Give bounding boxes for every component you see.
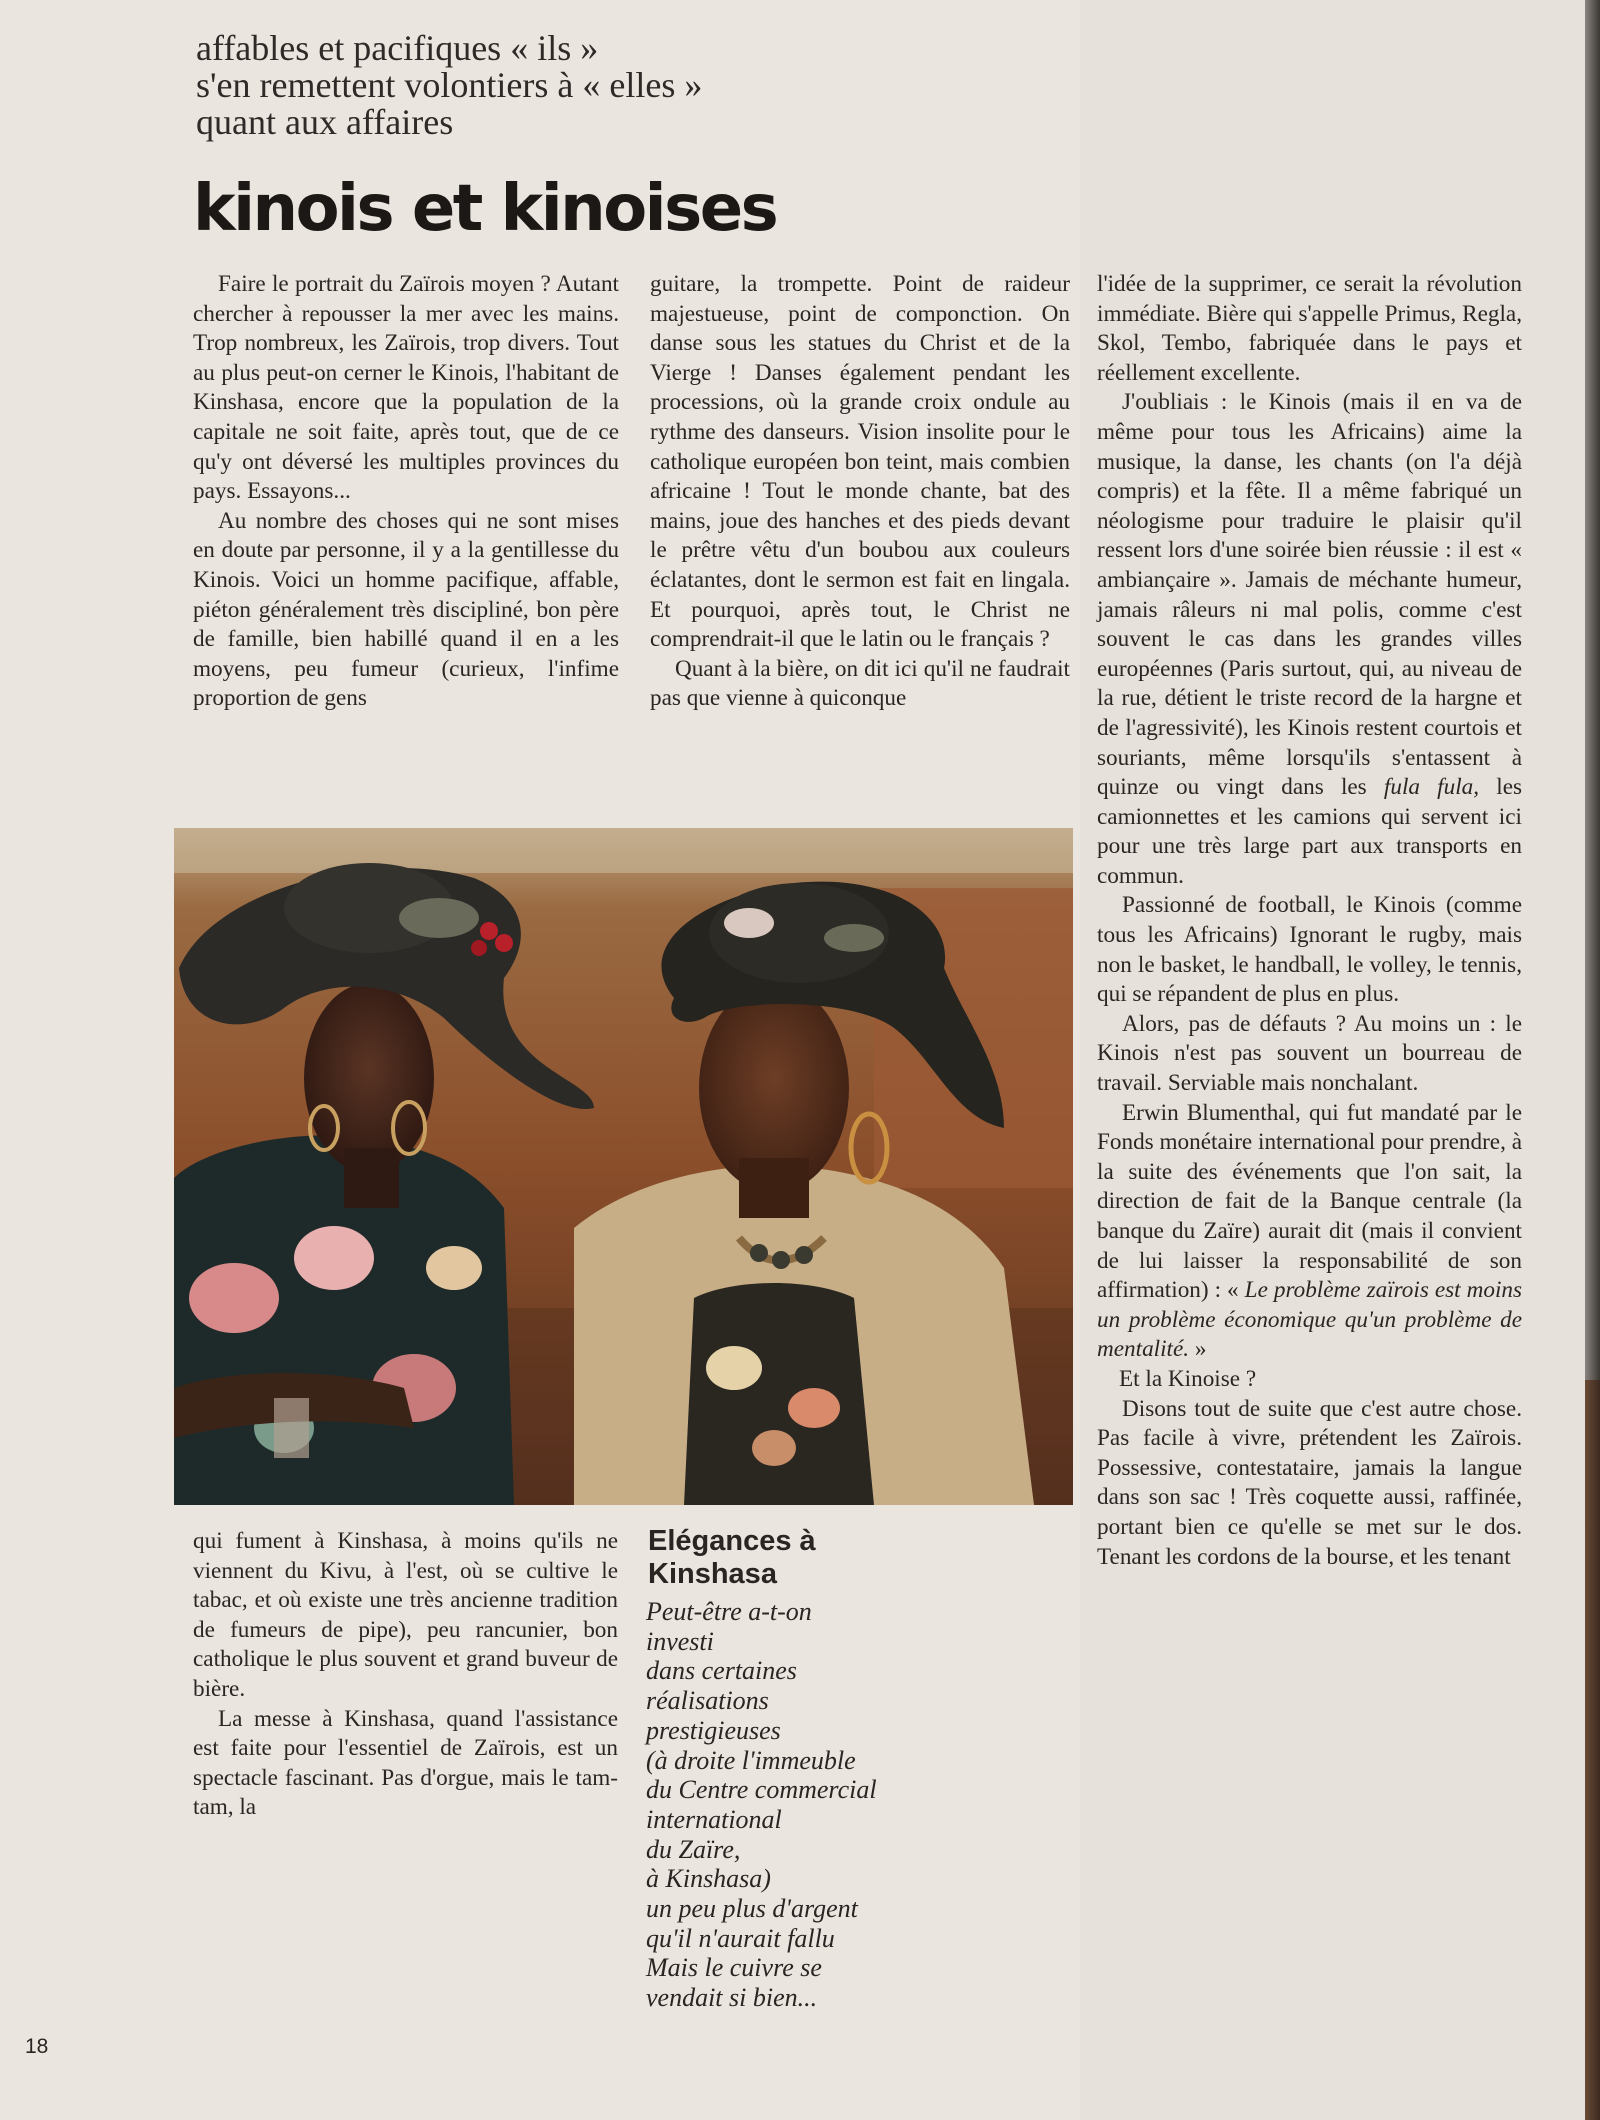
italic-term: fula fula,	[1383, 774, 1480, 801]
paragraph	[1097, 388, 1522, 891]
caption-line: investi	[646, 1626, 714, 1656]
paragraph: Disons tout de suite que c'est autre chose. Pas facile à vivre, prétendent les Zaïrois. Possessive, contestataire, jamais la langue dans son sac ! Très coquette aussi, raffinée, portant bien ce qu'elle se met sur le dos. Tenant les cordons de la bourse, et les tenant	[1097, 1395, 1522, 1570]
caption-line: (à droite l'immeuble	[646, 1745, 856, 1775]
column-4	[193, 1527, 618, 1823]
text: les camionnettes et les camions qui servent ici pour une très large part aux transports en commun.	[1097, 774, 1523, 889]
paragraph: qui fument à Kinshasa, à moins qu'ils ne viennent du Kivu, à l'est, où se cultive le tabac, et où existe une très ancienne tradition de fumeurs de pipe), peu rancunier, bon catholique le plus souvent et grand buveur de bière.	[193, 1528, 618, 1702]
paragraph: Faire le portrait du Zaïrois moyen ? Autant chercher à repousser la mer avec les mains. Trop nombreux, les Zaïrois, trop divers. Tout au plus peut-on cerner le Kinois, l'habitant de Kinshasa, encore que la population de la capitale ne soit faite, après tout, que de ce qu'y ont déversé les multiples provinces du pays. Essayons...	[193, 271, 619, 505]
column-1	[193, 270, 619, 714]
page-binding-edge	[1585, 0, 1600, 2120]
caption-line: Peut-être a-t-on	[646, 1597, 812, 1626]
paragraph: Quant à la bière, on dit ici qu'il ne faudrait pas que vienne à quiconque	[650, 655, 1070, 712]
paragraph: guitare, la trompette. Point de raideur majestueuse, point de componction. On danse sous les statues du Christ et de la Vierge ! Danses également pendant les processions, où la grande croix ondule au rythme des danseurs. Vision insolite pour le catholique européen bon teint, mais combien africaine ! Tout le monde chante, bat des mains, joue des hanches et des pieds devant le prêtre vêtu d'un boubou aux couleurs éclatantes, dont le sermon est fait en lingala. Et pourquoi, après tout, le Christ ne comprendrait-il que le latin ou le français ?	[650, 271, 1070, 653]
paragraph: Et la Kinoise ?	[1119, 1365, 1257, 1392]
kicker-line: affables et pacifiques « ils »	[196, 28, 599, 68]
caption-title: Elégances à Kinshasa	[648, 1525, 816, 1590]
headline: kinois et kinoises	[193, 172, 777, 246]
photo-two-women-in-hats	[174, 828, 1073, 1505]
kicker-line: quant aux affaires	[196, 102, 454, 142]
paragraph: Alors, pas de défauts ? Au moins un : le Kinois n'est pas souvent un bourreau de travail. Serviable mais nonchalant.	[1097, 1010, 1522, 1097]
kicker	[196, 30, 896, 141]
caption-line: qu'il n'aurait fallu	[646, 1923, 835, 1953]
caption-line: du Centre commercial	[646, 1775, 877, 1805]
text: »	[1194, 1336, 1207, 1363]
kicker-line: s'en remettent volontiers à « elles »	[196, 65, 703, 105]
text: Erwin Blumenthal, qui fut mandaté par le Fonds monétaire international pour prendre, à la suite des événements que l'on sait, la direction de fait de la Banque centrale (la banque du Zaïre) aurait dit (mais il convient de lui laisser la responsabilité de son affirmation) : «	[1097, 1099, 1522, 1304]
caption-line: un peu plus d'argent	[646, 1894, 858, 1924]
paragraph: Au nombre des choses qui ne sont mises en doute par personne, il y a la gentillesse du Kinois. Voici un homme pacifique, affable, piéton généralement très discipliné, bon père de famille, bien habillé quand il en a les moyens, peu fumeur (curieux, l'infime proportion de gens	[193, 507, 619, 712]
caption-line: du Zaïre,	[646, 1834, 741, 1864]
page-number: 18	[25, 2035, 49, 2058]
column-2	[650, 270, 1070, 714]
caption-line: international	[646, 1804, 782, 1834]
italic-quote: Le problème zaïrois est moins un problème économique qu'un problème de mentalité.	[1097, 1277, 1523, 1363]
paragraph: Passionné de football, le Kinois (comme tous les Africains) Ignorant le rugby, mais non le basket, le handball, le volley, le tennis, qui se répandent de plus en plus.	[1097, 892, 1522, 1008]
caption-line: réalisations	[646, 1686, 769, 1716]
caption-line: Mais le cuivre se	[646, 1953, 822, 1983]
text: J'oubliais : le Kinois (mais il en va de même pour tous les Africains) aime la musique, la danse, les chants (on l'a déjà compris) et la fête. Il a même fabriqué un néologisme pour traduire le plaisir qu'il ressent lors d'une soirée bien réussie : il est « ambiançaire ». Jamais de méchante humeur, jamais râleurs ni mal polis, comme c'est souvent le cas dans les grandes villes européennes (Paris surtout, qui, au niveau de la rue, détient le triste record de la hargne et de l'agressivité), les Kinois restent courtois et souriants, même lorsqu'ils s'entassent à quinze ou vingt dans les	[1097, 389, 1522, 801]
column-3	[1097, 270, 1522, 1572]
paragraph: La messe à Kinshasa, quand l'assistance est faite pour l'essentiel de Zaïrois, est un spectacle fascinant. Pas d'orgue, mais le tam-tam, la	[193, 1705, 618, 1821]
paragraph: l'idée de la supprimer, ce serait la révolution immédiate. Bière qui s'appelle Primus, Regla, Skol, Tembo, fabriquée dans le pays et réellement excellente.	[1097, 271, 1522, 386]
paragraph	[1097, 1099, 1522, 1365]
caption-line: prestigieuses	[646, 1715, 781, 1745]
caption-line: à Kinshasa)	[646, 1864, 771, 1894]
binding-stripe	[1585, 1380, 1600, 2120]
caption-line: dans certaines	[646, 1656, 797, 1686]
caption-body	[646, 1597, 976, 2013]
caption-line: vendait si bien...	[646, 1983, 818, 2013]
